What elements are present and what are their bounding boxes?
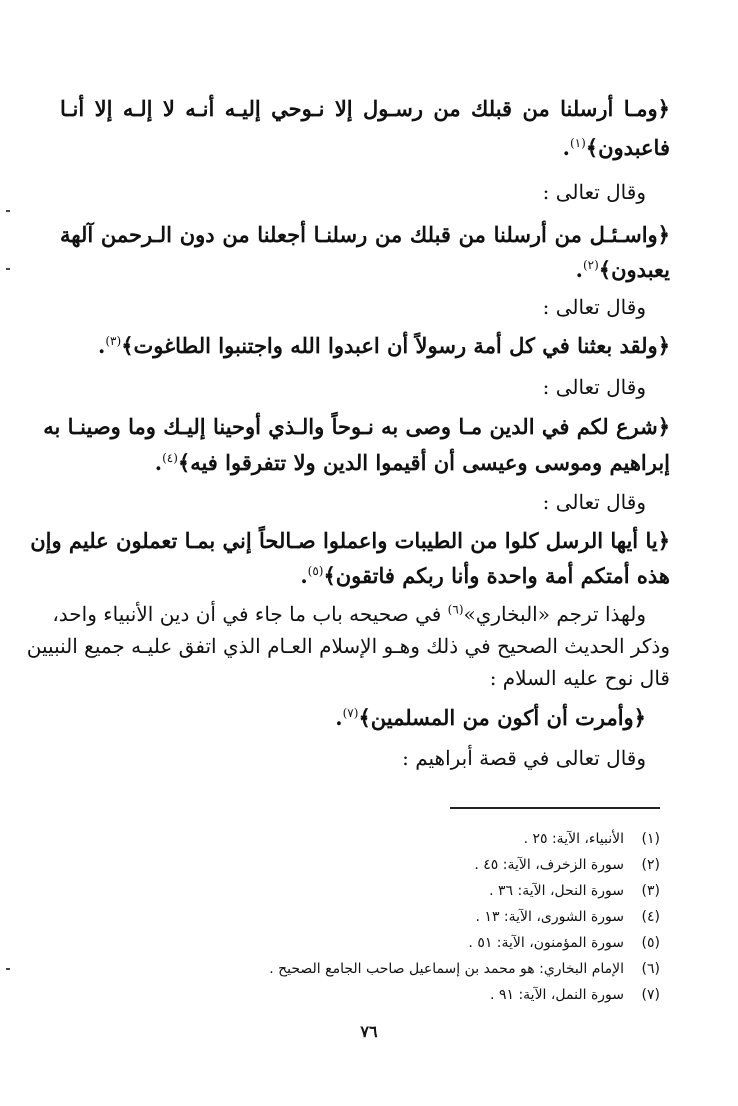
paragraph-2: وقال تعالى في قصة أبراهيم : [402, 746, 646, 770]
verse-5-line-2: هذه أمتكم أمة واحدة وأنا ربكم فاتقون﴾$^{(٥)}$. [300, 563, 670, 588]
verse-6-line-1: ﴿وأمرت أن أكون من المسلمين﴾$^{(٧)}$. [335, 705, 646, 730]
scan-mark [6, 968, 10, 970]
scan-mark [6, 268, 10, 270]
verse-1-line-2: فاعبدون﴾$^{(١)}$. [562, 135, 670, 160]
footnote-ref-6: (٦) [447, 602, 464, 617]
footnote-item: (٦)الإمام البخاري: هو محمد بن إسماعيل صاحب الجامع الصحيح . [269, 961, 660, 977]
verse-2-line-2: يعبدون﴾$^{(٢)}$. [575, 257, 670, 282]
scan-mark [6, 210, 10, 212]
footnote-ref-3: (٣) [105, 334, 122, 348]
footnote-ref-7: (٧) [342, 706, 359, 720]
verse-2-line-1: ﴿واسـئـل من أرسلنا من قبلك من رسلنـا أجعلنا من دون الـرحمن آلهة [60, 222, 670, 247]
footnote-ref-4: (٤) [162, 451, 178, 465]
page-number: ٧٦ [360, 1022, 378, 1041]
verse-4-line-2: إبراهيم وموسى وعيسى أن أقيموا الدين ولا تتفرقوا فيه﴾$^{(٤)}$. [154, 450, 670, 475]
paragraph-1-line-1: ولهذا ترجم «البخاري»$^{(٦)}$ في صحيحه باب ما جاء في أن دين الأنبياء واحد، [52, 602, 646, 626]
footnote-item: (٧)سورة النمل، الآية: ٩١ . [490, 987, 660, 1003]
verse-5-line-1: ﴿يا أيها الرسل كلوا من الطيبات واعملوا صـالحاً إني بمـا تعملون عليم وإن [30, 528, 670, 553]
footnote-ref-1: (١) [569, 136, 586, 150]
said-line-1: وقال تعالى : [542, 180, 646, 204]
paragraph-1-line-3: قال نوح عليه السلام : [489, 666, 670, 690]
said-line-3: وقال تعالى : [542, 375, 646, 399]
footnote-item: (٥)سورة المؤمنون، الآية: ٥١ . [468, 935, 660, 951]
verse-3-line-1: ﴿ولقد بعثنا في كل أمة رسولاً أن اعبدوا الله واجتنبوا الطاغوت﴾$^{(٣)}$. [98, 333, 670, 358]
verse-1-line-1: ﴿ومـا أرسلنا من قبلك من رسـول إلا نـوحي إليـه أنـه لا إلـه إلا أنـا [60, 96, 670, 121]
said-line-2: وقال تعالى : [542, 295, 646, 319]
footnote-separator [450, 807, 660, 809]
footnote-item: (٢)سورة الزخرف، الآية: ٤٥ . [474, 857, 660, 873]
footnote-item: (٤)سورة الشورى، الآية: ١٣ . [475, 909, 660, 925]
footnote-ref-2: (٢) [582, 258, 599, 272]
footnote-ref-5: (٥) [307, 564, 324, 578]
said-line-4: وقال تعالى : [542, 490, 646, 514]
paragraph-1-line-2: وذكر الحديث الصحيح في ذلك وهـو الإسلام العـام الذي اتفق عليـه جميع النبيين [26, 634, 670, 658]
footnote-list [230, 826, 660, 1008]
footnote-item: (٣)سورة النحل، الآية: ٣٦ . [489, 883, 660, 899]
footnote-item: (١)الأنبياء، الآية: ٢٥ . [523, 831, 660, 847]
verse-4-line-1: ﴿شرع لكم في الدين مـا وصى به نـوحاً والـذي أوحينا إليـك وما وصينـا به [43, 414, 670, 439]
